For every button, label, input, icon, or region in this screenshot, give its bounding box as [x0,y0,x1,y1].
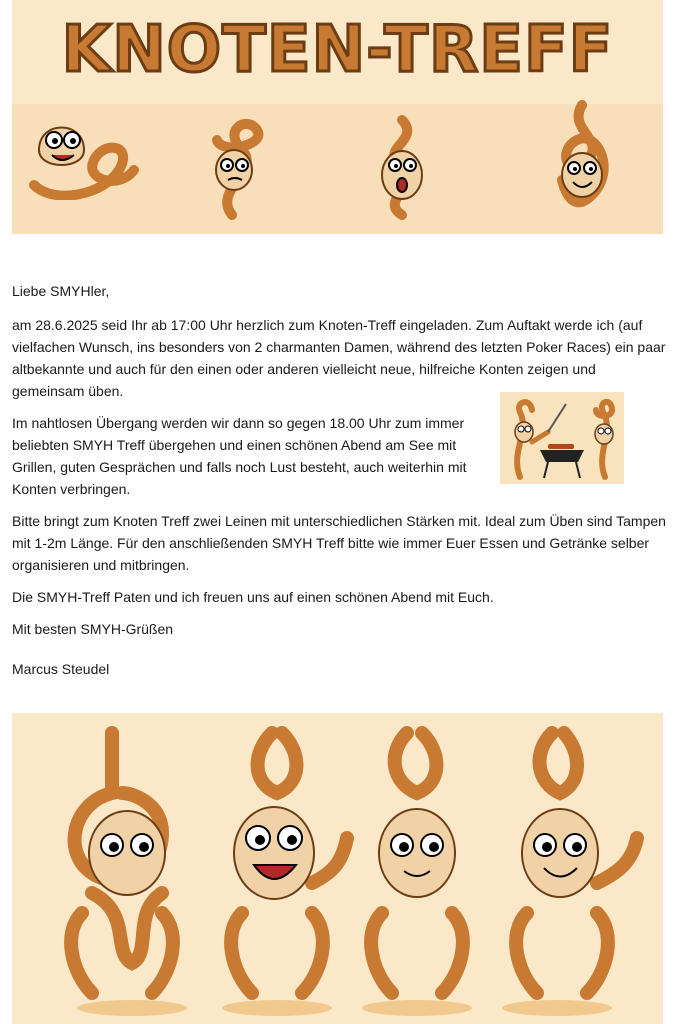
knot-figure-3 [362,733,472,1016]
knot-character-3-icon [367,110,437,220]
knot-character-4-icon [537,100,627,225]
closing: Mit besten SMYH-Grüßen [12,621,174,637]
paragraph-2-line: Grillen, guten Gesprächen und falls noch Lust besteht, auch weiterhin mit [12,459,467,475]
knot-figure-1 [71,733,187,1016]
knot-character-2-icon [202,110,272,220]
signature: Marcus Steudel [12,661,110,677]
paragraph-2-line: Konten verbringen. [12,481,131,497]
page-title: KNOTEN-TREFF [61,13,614,87]
paragraph-2-line: beliebten SMYH Treff übergehen und einen schönen Abend am See mit [12,437,457,453]
bbq-illustration [500,392,624,484]
header-banner [12,0,663,234]
paragraph-3: Bitte bringt zum Knoten Treff zwei Leinen mit unterschiedlichen Stärken mit. Ideal zum Üben sind Tampen mit 1-2m Länge. Für den anschließenden SMYH Treff bitte wie immer Euer Essen und Getränke selber organisieren und mitbringen. [12,513,666,573]
knot-character-1-icon [24,110,144,200]
greeting: Liebe SMYHler, [12,283,110,299]
knot-figure-4 [502,733,637,1016]
grill-icon [500,392,624,484]
paragraph-1: am 28.6.2025 seid Ihr ab 17:00 Uhr herzlich zum Knoten-Treff eingeladen. Zum Auftakt werde ich (auf vielfachen Wunsch, ins besonders von 2 charmanten Damen, während des letzten Poker Races) ein paar altbekannte und auch für den einen oder anderen vielleicht neue, hilfreiche Konten zeigen und gemeinsam üben. [12,317,666,399]
letter-body [12,280,667,690]
paragraph-4: Die SMYH-Treff Paten und ich freuen uns auf einen schönen Abend mit Euch. [12,589,494,605]
paragraph-2-line: Im nahtlosen Übergang werden wir dann so gegen 18.00 Uhr zum immer [12,415,465,431]
footer-banner [12,713,663,1024]
knot-figures-icon [12,713,663,1024]
knot-figure-2 [222,733,347,1016]
